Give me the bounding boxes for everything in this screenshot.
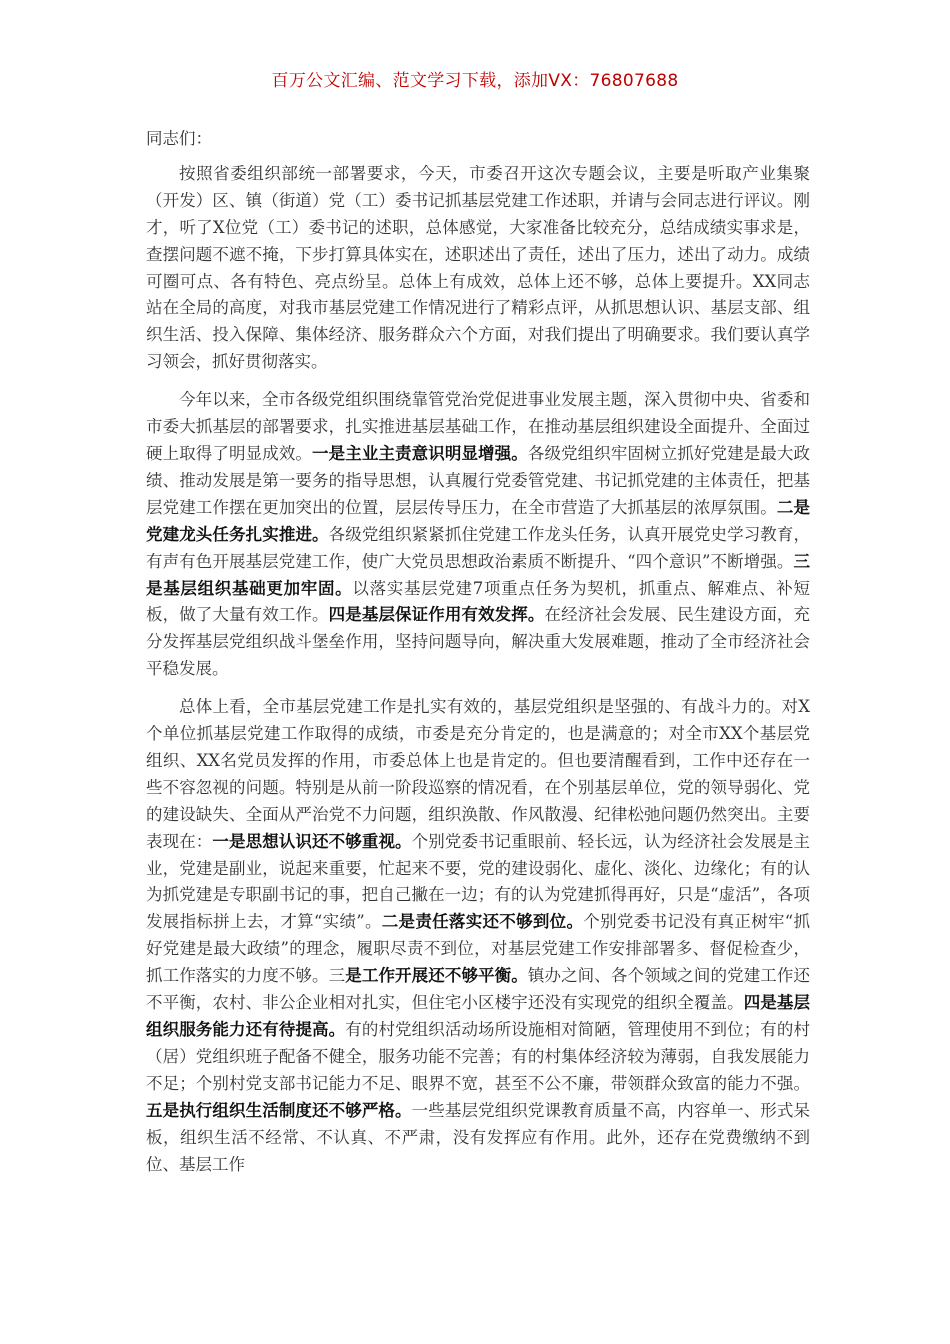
point-heading: 二是党建龙头任务扎实推进。 bbox=[146, 497, 811, 544]
paragraph-text: 个别党委书记重眼前、轻长远，认为经济社会发展是主业，党建是副业，说起来重要，忙起来不要，党的建设弱化、虚化、淡化、边缘化；有的认为抓党建是专职副书记的事，把自己撇在一边；有的认为党建抓得再好，只是“虚活”，各项发展指标拼上去，才算“实绩”。 bbox=[146, 831, 811, 932]
point-heading: 三是基层组织基础更加牢固。 bbox=[146, 551, 810, 598]
point-heading: 一是思想认识还不够重视。 bbox=[212, 831, 412, 851]
paragraph-text: 个别党委书记没有真正树牢“抓好党建是最大政绩”的理念，履职尽责不到位，对基层党建工作安排部署多、督促检查少，抓工作落实的力度不够。三 bbox=[146, 912, 811, 986]
paragraph-achievements bbox=[146, 387, 810, 683]
paragraph-intro: 按照省委组织部统一部署要求，今天，市委召开这次专题会议，主要是听取产业集聚（开发）区、镇（街道）党（工）委书记抓基层党建工作述职，并请与会同志进行评议。刚才，听了X位党（工）委书记的述职，总体感觉，大家准备比较充分，总结成绩实事求是，查摆问题不遮不掩，下步打算具体实在，述职述出了责任，述出了压力，述出了动力。成绩可圈可点、各有特色、亮点纷呈。总体上有成效，总体上还不够，总体上要提升。XX同志站在全局的高度，对我市基层党建工作情况进行了精彩点评，从抓思想认识、基层支部、组织生活、投入保障、集体经济、服务群众六个方面，对我们提出了明确要求。我们要认真学习领会，抓好贯彻落实。 bbox=[146, 163, 810, 372]
point-heading: 五是执行组织生活制度还不够严格。 bbox=[146, 1100, 412, 1120]
paragraph-text: 有的村党组织活动场所设施相对简陋，管理使用不到位；有的村（居）党组织班子配备不健全，服务功能不完善；有的村集体经济较为薄弱，自我发展能力不足；个别村党支部书记能力不足、眼界不宽，甚至不公不廉，带领群众致富的能力不强。 bbox=[146, 1020, 811, 1093]
header-banner: 百万公文汇编、范文学习下载，添加VX：76807688 bbox=[271, 71, 679, 91]
paragraph-text: 总体上看，全市基层党建工作是扎实有效的，基层党组织是坚强的、有战斗力的。对X个单位抓基层党建工作取得的成绩，市委是充分肯定的，也是满意的；对全市XX个基层党组织、XX名党员发挥的作用，市委总体上也是肯定的。但也要清醒看到，工作中还存在一些不容忽视的问题。特别是从前一阶段巡察的情况看，在个别基层单位，党的领导弱化、党的建设缺失、全面从严治党不力问题，组织涣散、作风散漫、纪律松弛问题仍然突出。主要表现在： bbox=[146, 697, 810, 851]
salutation: 同志们： bbox=[146, 129, 212, 148]
point-heading: 是工作开展还不够平衡。 bbox=[345, 966, 528, 986]
paragraph-problems bbox=[146, 694, 810, 1178]
paragraph-text: 在经济社会发展、民生建设方面，充分发挥基层党组织战斗堡垒作用，坚持问题导向，解决重大发展难题，推动了全市经济社会平稳发展。 bbox=[146, 605, 811, 679]
paragraph-text: 以落实基层党建7项重点任务为契机，抓重点、解难点、补短板，做了大量有效工作。 bbox=[146, 578, 811, 625]
point-heading: 一是主业主责意识明显增强。 bbox=[312, 443, 528, 463]
point-heading: 四是基层组织服务能力还有待提高。 bbox=[146, 993, 811, 1039]
document-body bbox=[146, 126, 810, 1189]
paragraph-text: 各级党组织紧紧抓住党建工作龙头任务，认真开展党史学习教育，有声有色开展基层党建工作，使广大党员思想政治素质不断提升、“四个意识”不断增强。 bbox=[146, 524, 811, 571]
paragraph-text: 今年以来，全市各级党组织围绕靠管党治党促进事业发展主题，深入贯彻中央、省委和市委大抓基层的部署要求，扎实推进基层基础工作，在推动基层组织建设全面提升、全面过硬上取得了明显成效。 bbox=[146, 390, 810, 463]
paragraph-text: 镇办之间、各个领域之间的党建工作还不平衡，农村、非公企业相对扎实，但住宅小区楼宇还没有实现党的组织全覆盖。 bbox=[146, 966, 811, 1013]
paragraph-text: 各级党组织牢固树立抓好党建是最大政绩、推动发展是第一要务的指导思想，认真履行党委管党建、书记抓党建的主体责任，把基层党建工作摆在更加突出的位置，层层传导压力，在全市营造了大抓基层的浓厚氛围。 bbox=[146, 443, 811, 517]
point-heading: 二是责任落实还不够到位。 bbox=[381, 912, 584, 932]
point-heading: 四是基层保证作用有效发挥。 bbox=[328, 605, 545, 625]
paragraph-text: 一些基层党组织党课教育质量不高，内容单一、形式呆板，组织生活不经常、不认真、不严肃，没有发挥应有作用。此外，还存在党费缴纳不到位、基层工作 bbox=[146, 1100, 811, 1174]
